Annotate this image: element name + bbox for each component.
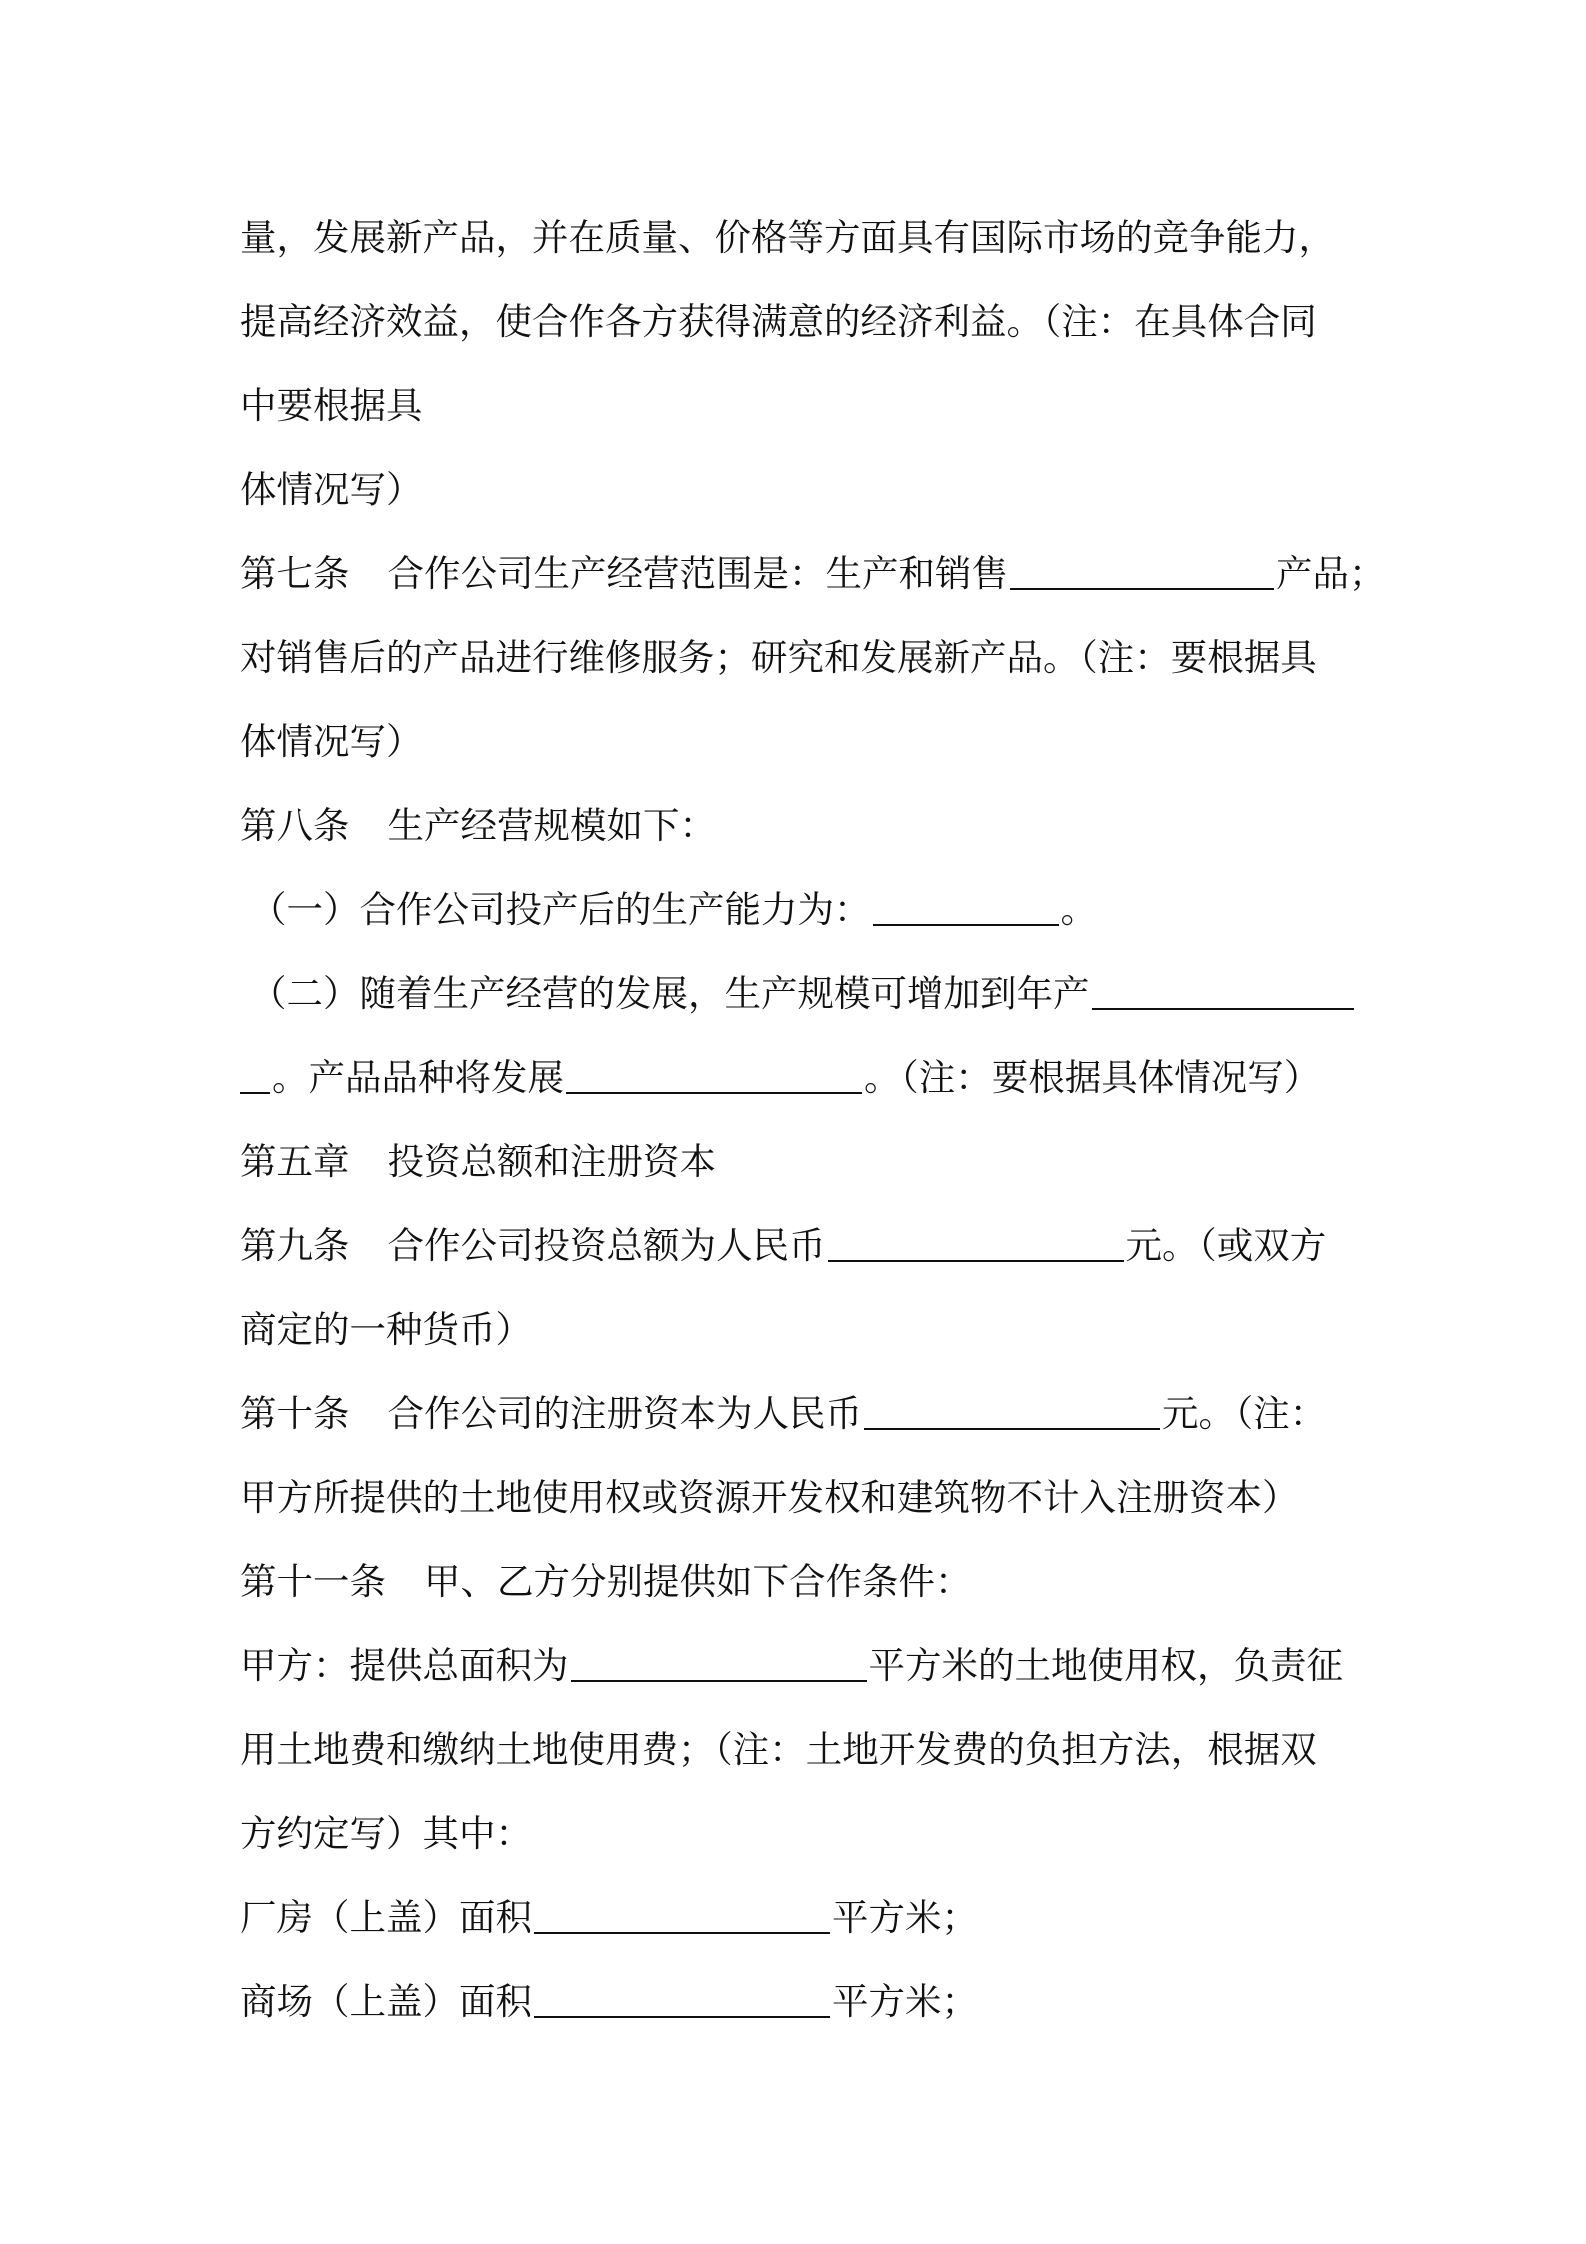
text-line [240, 1036, 1370, 1120]
fill-blank-product[interactable] [1010, 554, 1274, 590]
article-text: 元。（或双方 [1125, 1224, 1327, 1267]
clause-text: （二）随着生产经营的发展，生产规模可增加到年产 [250, 972, 1090, 1015]
paragraph-text: 甲方所提供的土地使用权或资源开发权和建筑物不计入注册资本） [240, 1476, 1299, 1519]
text-line [240, 700, 1370, 784]
article-9 [240, 1204, 1370, 1288]
fill-blank-total-investment[interactable] [828, 1226, 1124, 1262]
clause-2 [240, 952, 1370, 1036]
fill-blank-annual-output-cont[interactable] [240, 1058, 270, 1094]
fill-blank-mall-area[interactable] [534, 1982, 830, 2018]
fill-blank-factory-area[interactable] [534, 1898, 830, 1934]
text-line [240, 364, 1370, 448]
article-label: 第十一条 [240, 1560, 386, 1603]
paragraph-text: 商定的一种货币） [240, 1308, 532, 1351]
fill-blank-annual-output[interactable] [1092, 974, 1354, 1010]
chapter-label: 第五章 [240, 1140, 350, 1183]
contract-text [240, 196, 1386, 2044]
text-line [240, 1876, 1370, 1960]
article-text: 生产经营规模如下： [387, 804, 716, 847]
text-line [240, 1708, 1370, 1792]
paragraph-text: 方约定写）其中： [240, 1812, 532, 1855]
text-line [240, 196, 1370, 280]
text-line [240, 1960, 1370, 2044]
text-line [240, 280, 1370, 364]
article-text: 产品； [1276, 552, 1386, 595]
text-line [240, 1456, 1370, 1540]
clause-1 [240, 868, 1370, 952]
article-10 [240, 1372, 1370, 1456]
article-text: 合作公司的注册资本为人民币 [387, 1392, 862, 1435]
paragraph-text: 提高经济效益，使合作各方获得满意的经济利益。（注：在具体合同 [240, 300, 1317, 343]
paragraph-text: 甲方：提供总面积为 [240, 1644, 569, 1687]
article-label: 第八条 [240, 804, 350, 847]
fill-blank-registered-capital[interactable] [864, 1394, 1160, 1430]
article-text: 合作公司生产经营范围是：生产和销售 [387, 552, 1008, 595]
text-line [240, 616, 1370, 700]
article-text: 甲、乙方分别提供如下合作条件： [424, 1560, 972, 1603]
paragraph-text: 。产品品种将发展 [272, 1056, 564, 1099]
text-line [240, 1288, 1370, 1372]
clause-text: 。 [1060, 888, 1097, 931]
paragraph-text: 中要根据具 [240, 384, 423, 427]
article-7 [240, 532, 1386, 616]
article-11 [240, 1540, 1370, 1624]
paragraph-text: 商场（上盖）面积 [240, 1980, 532, 2023]
text-line [240, 448, 1370, 532]
text-line [240, 1624, 1370, 1708]
paragraph-text: 对销售后的产品进行维修服务；研究和发展新产品。（注：要根据具 [240, 636, 1317, 679]
chapter-5-heading [240, 1120, 1370, 1204]
article-text: 元。（注： [1162, 1392, 1327, 1435]
paragraph-text: 平方米； [832, 1896, 978, 1939]
paragraph-text: 厂房（上盖）面积 [240, 1896, 532, 1939]
article-text: 合作公司投资总额为人民币 [387, 1224, 826, 1267]
article-8 [240, 784, 1370, 868]
text-line [240, 1792, 1370, 1876]
paragraph-text: 体情况写） [240, 468, 423, 511]
fill-blank-capacity[interactable] [873, 890, 1059, 926]
paragraph-text: 量，发展新产品，并在质量、价格等方面具有国际市场的竞争能力， [240, 216, 1335, 259]
article-label: 第十条 [240, 1392, 350, 1435]
paragraph-text: 平方米的土地使用权，负责征 [868, 1644, 1343, 1687]
paragraph-text: 体情况写） [240, 720, 423, 763]
chapter-title: 投资总额和注册资本 [387, 1140, 716, 1183]
paragraph-text: 。（注：要根据具体情况写） [864, 1056, 1321, 1099]
paragraph-text: 用土地费和缴纳土地使用费；（注：土地开发费的负担方法，根据双 [240, 1728, 1317, 1771]
fill-blank-product-variety[interactable] [566, 1058, 862, 1094]
fill-blank-land-area[interactable] [571, 1646, 867, 1682]
clause-text: （一）合作公司投产后的生产能力为： [250, 888, 871, 931]
article-label: 第九条 [240, 1224, 350, 1267]
paragraph-text: 平方米； [832, 1980, 978, 2023]
article-label: 第七条 [240, 552, 350, 595]
